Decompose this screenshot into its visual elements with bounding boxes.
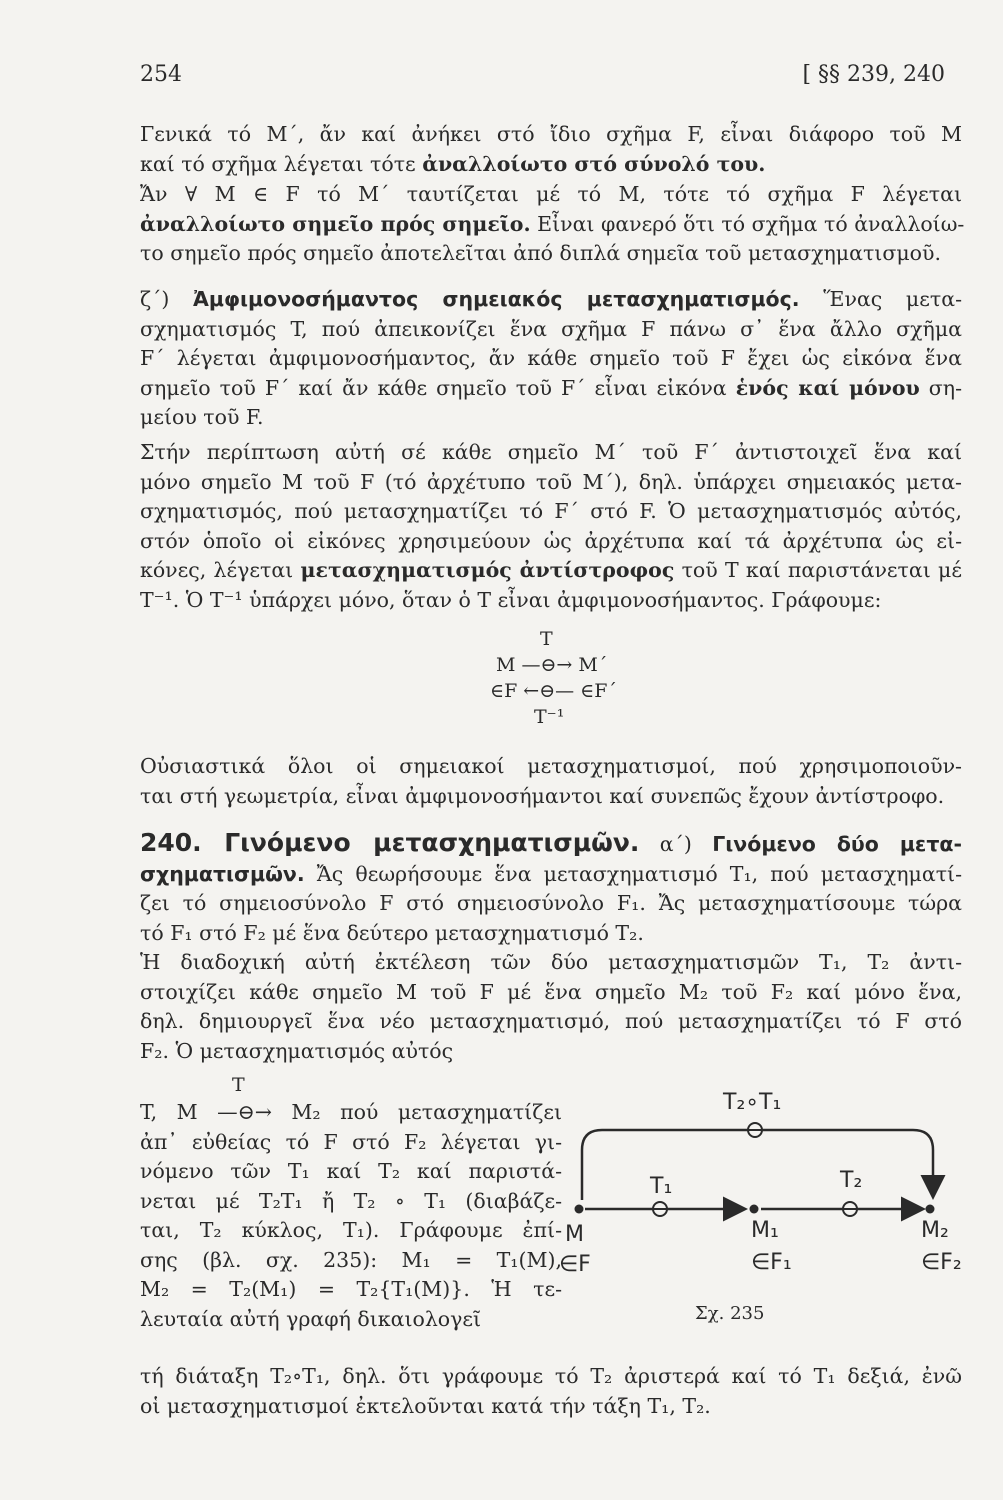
section-240 (140, 828, 962, 948)
label-t2-compose-t1: T₂∘T₁ (723, 1090, 782, 1115)
text-line: σχηματισμός, πού μετασχηματίζει τό F΄ στό F. Ὁ μετασχηματισμός αὐτός, (140, 499, 962, 523)
inverse-diagram (470, 628, 650, 733)
text-line: ἀπ᾽ εὐθείας τό F στό F₂ λέγεται γι- (140, 1129, 562, 1154)
diagram-row-forward: M —⊖→ M΄ (496, 654, 608, 676)
label-t1: T₁ (650, 1174, 673, 1199)
paragraph-bijective-definition (140, 285, 962, 433)
paragraph-invariant-pointwise (140, 180, 965, 269)
text-line: F₂. Ὁ μετασχηματισμός αὐτός (140, 1038, 454, 1063)
section-reference: [ §§ 239, 240 (802, 62, 945, 87)
text-line: λευταία αὐτή γραφή δικαιολογεῖ (140, 1306, 482, 1331)
text-line: T, M —⊖→ M₂ πού μετασχηματίζει (140, 1100, 562, 1124)
label-m: M (565, 1222, 584, 1247)
subsection-title: Γινόμενο δύο μετα- (712, 832, 962, 856)
text-line: κόνες, λέγεται μετασχηματισμός ἀντίστροφος τοῦ T καί παριστάνεται μέ (140, 558, 962, 582)
bold-term: ἑνός καί μόνου (735, 375, 920, 400)
figure-235 (555, 1075, 975, 1335)
label-m2: M₂ (921, 1218, 949, 1243)
label-ef2: ∈F₂ (921, 1250, 962, 1275)
text-line: σχηματισμῶν. Ἄς θεωρήσουμε ἕνα μετασχηματισμό T₁, πού μετασχηματί- (140, 861, 962, 886)
subsection-title: Ἀμφιμονοσήμαντος σημειακός μετασχηματισμός. (193, 287, 800, 311)
section-number: 240. (140, 828, 202, 857)
text-line: το σημεῖο πρός σημεῖο ἀποτελεῖται ἀπό διπλά σημεῖα τοῦ μετασχηματισμοῦ. (140, 241, 941, 265)
text-line: μόνο σημεῖο M τοῦ F (τό ἀρχέτυπο τοῦ M΄), δηλ. ὑπάρχει σημειακός μετα- (140, 469, 962, 494)
text-line: σης (βλ. σχ. 235): M₁ = T₁(M), (140, 1247, 562, 1272)
text-line: Στήν περίπτωση αὐτή σέ κάθε σημεῖο M΄ τοῦ F΄ ἀντιστοιχεῖ ἕνα καί (140, 440, 962, 464)
label-m1: M₁ (751, 1218, 779, 1243)
text-line: σημεῖο τοῦ F΄ καί ἄν κάθε σημεῖο τοῦ F΄ εἶναι εἰκόνα ἑνός καί μόνου ση- (140, 375, 962, 400)
text-line: ζ΄) Ἀμφιμονοσήμαντος σημειακός μετασχηματισμός. Ἕνας μετα- (140, 287, 962, 311)
section-heading: 240. Γινόμενο μετασχηματισμῶν. α΄) Γινόμενο δύο μετα- (140, 828, 962, 857)
text-line: στόν ὁποῖο οἱ εἰκόνες χρησιμεύουν ὡς ἀρχέτυπα καί τά ἀρχέτυπα ὡς εἰ- (140, 528, 962, 553)
paragraph-bijective-remark (140, 752, 962, 811)
paragraph-invariant-set (140, 120, 962, 179)
text-line: τό F₁ στό F₂ μέ ἕνα δεύτερο μετασχηματισμό T₂. (140, 920, 644, 945)
figure-caption: Σχ. 235 (695, 1303, 765, 1324)
label-ef1: ∈F₁ (751, 1250, 792, 1275)
text-line: στοιχίζει κάθε σημεῖο M τοῦ F μέ ἕνα σημεῖο M₂ τοῦ F₂ καί μόνο ἕνα, (140, 979, 962, 1004)
text-line: σχηματισμός T, πού ἀπεικονίζει ἕνα σχῆμα F πάνω σ᾽ ἕνα ἄλλο σχῆμα (140, 316, 962, 341)
text-line: δηλ. δημιουργεῖ ἕνα νέο μετασχηματισμό, πού μετασχηματίζει τό F στό (140, 1009, 962, 1033)
diagram-label-t-inverse: T⁻¹ (534, 706, 565, 728)
bold-term: μετασχηματισμός ἀντίστροφος (300, 558, 675, 582)
page-number: 254 (140, 62, 182, 87)
text-line: M₂ = T₂(M₁) = T₂{T₁(M)}. Ἡ τε- (140, 1277, 562, 1301)
bold-term: ἀναλλοίωτο στό σύνολό του. (422, 151, 766, 176)
text-line: μείου τοῦ F. (140, 405, 264, 429)
diagram-row-backward: ∈F ←⊖— ∈F΄ (490, 680, 617, 702)
text-line: νόμενο τῶν T₁ καί T₂ καί παριστά- (140, 1159, 562, 1183)
text-line: T⁻¹. Ὁ T⁻¹ ὑπάρχει μόνο, ὅταν ὁ T εἶναι ἀμφιμονοσήμαντος. Γράφουμε: (140, 587, 882, 612)
diagram-label-t: T (540, 628, 553, 650)
composition-t-label: T (232, 1074, 245, 1096)
point-m1 (750, 1205, 759, 1214)
text-line: Οὐσιαστικά ὅλοι οἱ σημειακοί μετασχηματισμοί, πού χρησιμοποιοῦν- (140, 754, 962, 778)
text-line: Ἄν ∀ M ∈ F τό M΄ ταυτίζεται μέ τό M, τότε τό σχῆμα F λέγεται (140, 182, 962, 206)
text-line: ται, T₂ κύκλος, T₁). Γράφουμε ἐπί- (140, 1218, 562, 1242)
paragraph-composition (140, 948, 962, 1066)
text-line: νεται μέ T₂T₁ ἤ T₂ ∘ T₁ (διαβάζε- (140, 1188, 562, 1213)
text-line: F΄ λέγεται ἀμφιμονοσήμαντος, ἄν κάθε σημεῖο τοῦ F ἔχει ὡς εἰκόνα ἕνα (140, 346, 962, 370)
text-line: οἱ μετασχηματισμοί ἐκτελοῦνται κατά τήν τάξη T₁, T₂. (140, 1393, 711, 1418)
paragraph-product-notation (140, 1098, 562, 1334)
text-line: τή διάταξη T₂∘T₁, δηλ. ὅτι γράφουμε τό T₂ ἀριστερά καί τό T₁ δεξιά, ἐνῶ (140, 1364, 962, 1388)
text-line: ζει τό σημειοσύνολο F στό σημειοσύνολο F₁. Ἄς μετασχηματίσουμε τώρα (140, 891, 962, 915)
text-line: καί τό σχῆμα λέγεται τότε ἀναλλοίωτο στό σύνολό του. (140, 151, 766, 176)
paragraph-inverse-transformation (140, 438, 962, 615)
text-line: ται στή γεωμετρία, εἶναι ἀμφιμονοσήμαντοι καί συνεπῶς ἔχουν ἀντίστροφο. (140, 783, 945, 808)
subsection-title-cont: σχηματισμῶν. (140, 861, 305, 886)
label-t2: T₂ (840, 1168, 863, 1193)
composition-arrow (582, 1130, 933, 1200)
bold-term: ἀναλλοίωτο σημεῖο πρός σημεῖο. (140, 211, 531, 236)
point-m2 (926, 1205, 935, 1214)
paragraph-ordering (140, 1362, 962, 1421)
text-line: ἀναλλοίωτο σημεῖο πρός σημεῖο. Εἶναι φανερό ὅτι τό σχῆμα τό ἀναλλοίω- (140, 211, 965, 236)
text-line: Ἡ διαδοχική αὐτή ἐκτέλεση τῶν δύο μετασχηματισμῶν T₁, T₂ ἀντι- (140, 950, 962, 974)
section-title: Γινόμενο μετασχηματισμῶν. (201, 828, 640, 857)
text-line: Γενικά τό M΄, ἄν καί ἀνήκει στό ἴδιο σχῆμα F, εἶναι διάφορο τοῦ M (140, 122, 962, 146)
label-ef: ∈F (559, 1252, 591, 1277)
point-m (575, 1205, 584, 1214)
